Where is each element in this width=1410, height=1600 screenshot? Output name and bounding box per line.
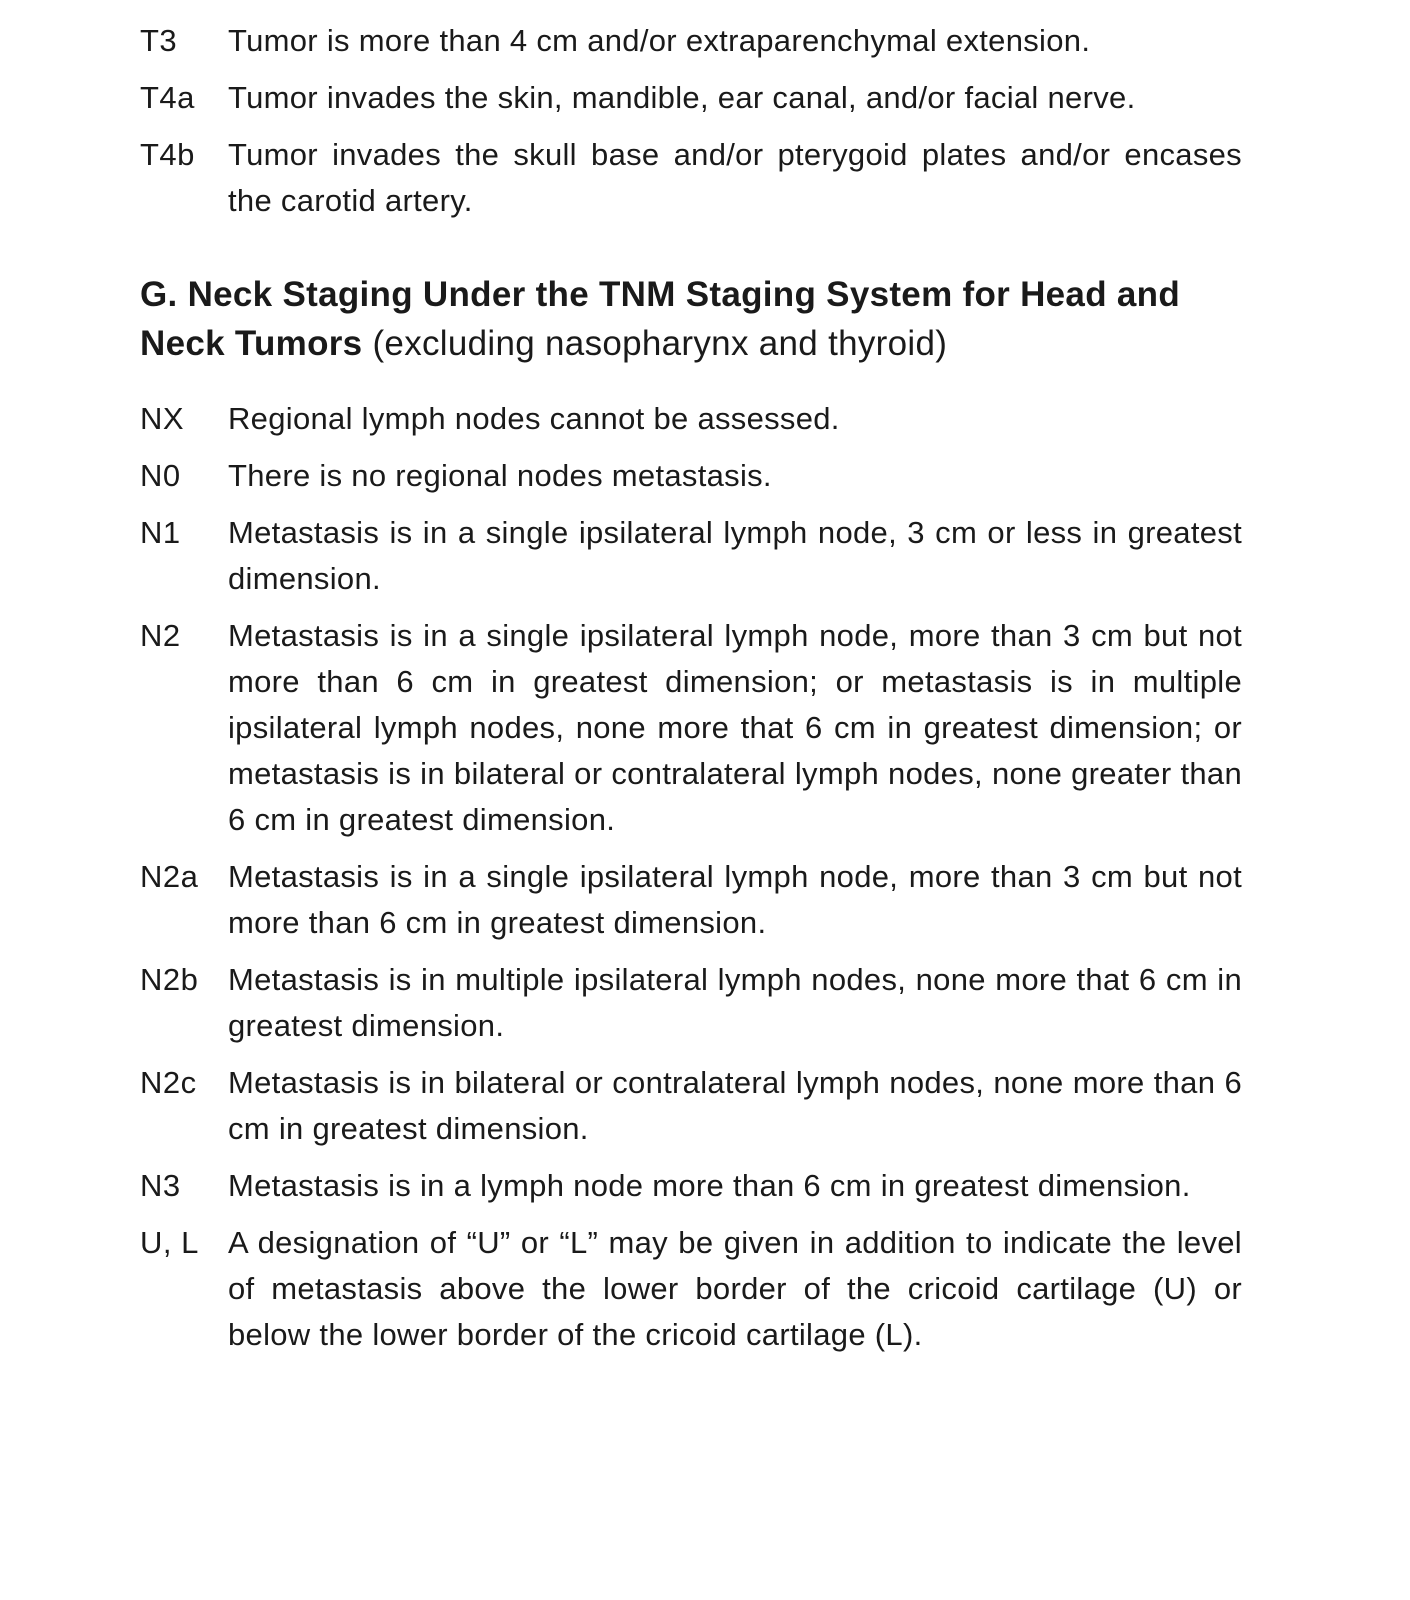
stage-definition: Metastasis is in multiple ipsilateral lymph nodes, none more that 6 cm in greatest dimension. — [228, 962, 1242, 1043]
definition-entry-t4a — [140, 75, 1242, 121]
stage-code: T4b — [140, 137, 195, 172]
stage-definition: A designation of “U” or “L” may be given in addition to indicate the level of metastasis above the lower border of the cricoid cartilage (U) or below the lower border of the cricoid cartilage (L). — [228, 1225, 1242, 1352]
stage-definition: Metastasis is in a single ipsilateral lymph node, 3 cm or less in greatest dimension. — [228, 515, 1242, 596]
definition-entry-n2b — [140, 957, 1242, 1049]
definition-entry-n2 — [140, 613, 1242, 843]
n-staging-list — [140, 396, 1242, 1358]
stage-definition: Metastasis is in a single ipsilateral lymph node, more than 3 cm but not more than 6 cm in greatest dimension; or metastasis is in multiple ipsilateral lymph nodes, none more that 6 cm in greatest dimension; or metastasis is in bilateral or contralateral lymph nodes, none greater than 6 cm in greatest dimension. — [228, 618, 1242, 837]
stage-definition: Tumor invades the skull base and/or pterygoid plates and/or encases the carotid artery. — [228, 137, 1242, 218]
stage-code: N3 — [140, 1168, 181, 1203]
stage-definition: Tumor is more than 4 cm and/or extraparenchymal extension. — [228, 23, 1091, 58]
section-heading-title: G. Neck Staging Under the TNM Staging System for Head and Neck Tumors — [140, 275, 1181, 363]
stage-code: N1 — [140, 515, 181, 550]
stage-definition: Metastasis is in bilateral or contralateral lymph nodes, none more than 6 cm in greatest dimension. — [228, 1065, 1242, 1146]
definition-entry-n0 — [140, 453, 1242, 499]
stage-definition: Tumor invades the skin, mandible, ear canal, and/or facial nerve. — [228, 80, 1136, 115]
definition-entry-n3 — [140, 1163, 1242, 1209]
stage-code: N2b — [140, 962, 199, 997]
definition-entry-t3 — [140, 18, 1242, 64]
stage-code: N2a — [140, 859, 199, 894]
stage-code: N2c — [140, 1065, 197, 1100]
definition-entry-u-l — [140, 1220, 1242, 1358]
definition-entry-n2c — [140, 1060, 1242, 1152]
stage-code: T3 — [140, 23, 178, 58]
definition-entry-n1 — [140, 510, 1242, 602]
stage-code: U, L — [140, 1225, 199, 1260]
stage-definition: Regional lymph nodes cannot be assessed. — [228, 401, 840, 436]
t-staging-list — [140, 18, 1242, 224]
section-heading-g — [140, 270, 1242, 368]
stage-definition: Metastasis is in a single ipsilateral lymph node, more than 3 cm but not more than 6 cm in greatest dimension. — [228, 859, 1242, 940]
stage-definition: Metastasis is in a lymph node more than 6 cm in greatest dimension. — [228, 1168, 1191, 1203]
stage-code: NX — [140, 401, 185, 436]
stage-code: N2 — [140, 618, 181, 653]
stage-definition: There is no regional nodes metastasis. — [228, 458, 772, 493]
definition-entry-nx — [140, 396, 1242, 442]
document-page — [140, 18, 1242, 1369]
definition-entry-n2a — [140, 854, 1242, 946]
section-heading-qualifier: (excluding nasopharynx and thyroid) — [362, 324, 948, 363]
stage-code: T4a — [140, 80, 195, 115]
stage-code: N0 — [140, 458, 181, 493]
definition-entry-t4b — [140, 132, 1242, 224]
